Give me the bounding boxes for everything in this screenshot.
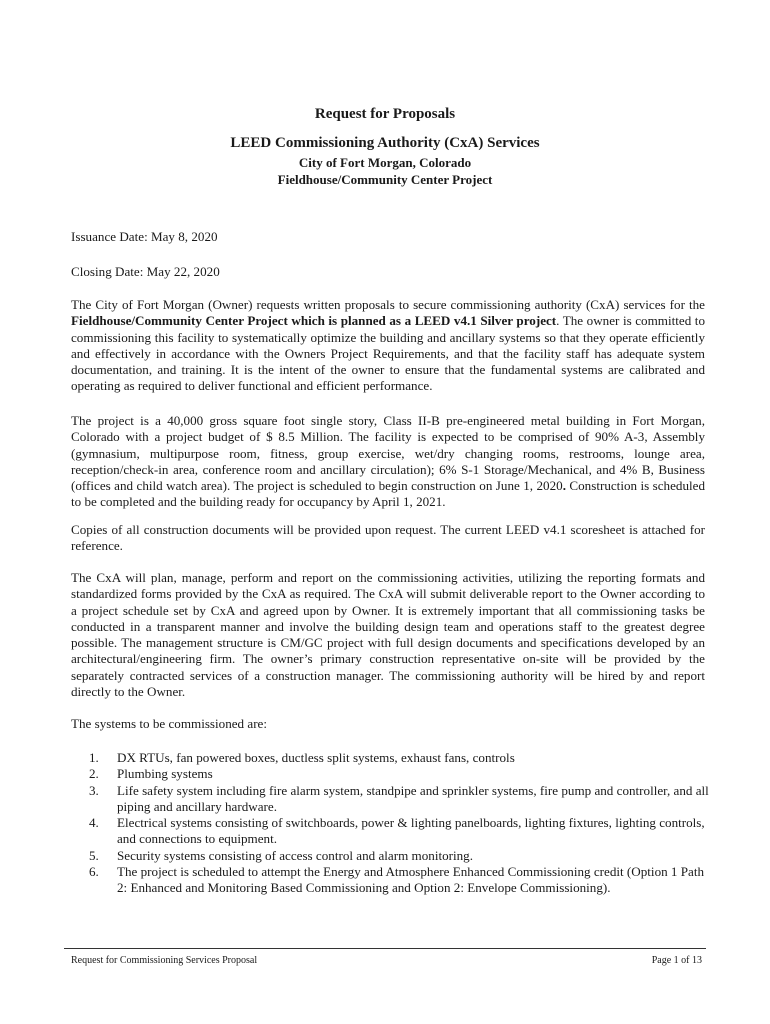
list-item-text: DX RTUs, fan powered boxes, ductless split systems, exhaust fans, controls <box>117 750 515 765</box>
paragraph-intro-text-b: . The owner is committed to commissioning this facility to systematically optimize the building and ancillary systems so that they operate efficiently and effectively in accordance with the Owners Project Requirements, and that the facility staff has adequate system documentation, and training. It is the intent of the owner to ensure that the fundamental systems are calibrated and operating as required to deliver functional and efficient performance. <box>71 313 705 394</box>
footer-title: Request for Commissioning Services Proposal <box>71 955 258 966</box>
list-item-text: Plumbing systems <box>117 766 213 782</box>
list-item <box>89 766 717 782</box>
list-item-number: 2. <box>89 766 99 782</box>
list-item <box>89 864 717 897</box>
paragraph-project-text-b: Construction is scheduled to be completed and the building ready for occupancy by April 1, 2021. <box>71 478 706 510</box>
list-item <box>89 783 717 816</box>
paragraph-project-text-a: The project is a 40,000 gross square foot single story, Class II-B pre-engineered metal building in Fort Morgan, Colorado with a project budget of $ 8.5 Million. The facility is expected to be comprised of 90% A-3, Assembly (gymnasium, multipurpose room, fitness, group exercise, wet/dry changing rooms, restrooms, lounge area, reception/check-in area, conference room and ancillary circulation); 6% S-1 Storage/Mechanical, and 4% B, Business (offices and child watch area). The project is scheduled to begin construction on June 1, 2020 <box>71 413 705 494</box>
list-item-text: Life safety system including fire alarm system, standpipe and sprinkler systems, fire pump and controller, and all piping and ancillary hardware. <box>117 782 709 814</box>
page-number: Page 1 of 13 <box>651 955 702 966</box>
list-item <box>89 848 717 864</box>
list-item-number: 3. <box>89 782 99 798</box>
list-item-text: Security systems consisting of access control and alarm monitoring. <box>117 847 474 863</box>
paragraph-cxa-scope: The CxA will plan, manage, perform and report on the commissioning activities, utilizing the reporting formats and standardized forms provided by the CxA as required. The CxA will submit deliverable report to the Owner according to a project schedule set by CxA and agreed upon by Owner. It is extremely important that all commissioning tasks be conducted in a transparent manner and involve the building design team and operations staff to the greatest degree possible. The management structure is CM/GC project with full design documents and specifications developed by an architectural/engineering firm. The owner’s primary construction representative on-site will be provided by the separately contracted services of a construction manager. The commissioning authority will be hired by and report directly to the Owner. <box>71 570 705 700</box>
list-item-number: 1. <box>89 750 99 765</box>
paragraph-intro <box>71 297 705 395</box>
list-item-number: 6. <box>89 864 99 880</box>
list-item-number: 5. <box>89 847 99 863</box>
list-item <box>89 750 717 766</box>
footer-divider <box>64 948 706 949</box>
document-subtitle: LEED Commissioning Authority (CxA) Services <box>230 135 540 151</box>
paragraph-intro-text-a: The City of Fort Morgan (Owner) requests written proposals to secure commissioning authority (CxA) services for the <box>71 297 705 312</box>
systems-intro: The systems to be commissioned are: <box>71 716 268 731</box>
paragraph-project-bold: . <box>562 478 566 494</box>
systems-list <box>89 750 717 897</box>
paragraph-documents: Copies of all construction documents will be provided upon request. The current LEED v4.1 scoresheet is attached for reference. <box>71 522 705 554</box>
paragraph-project-description <box>71 413 705 511</box>
city-heading: City of Fort Morgan, Colorado <box>298 155 472 170</box>
list-item <box>89 815 717 848</box>
project-heading: Fieldhouse/Community Center Project <box>277 172 493 187</box>
paragraph-intro-bold: Fieldhouse/Community Center Project which is planned as a LEED v4.1 Silver project <box>71 313 557 329</box>
document-title: Request for Proposals <box>314 106 456 122</box>
list-item-text: The project is scheduled to attempt the Energy and Atmosphere Enhanced Commissioning credit (Option 1 Path 2: Enhanced and Monitoring Based Commissioning and Option 2: Envelope Commissioning). <box>117 864 705 896</box>
list-item-text: Electrical systems consisting of switchboards, power & lighting panelboards, lighting fixtures, lighting controls, and connections to equipment. <box>117 815 705 847</box>
list-item-number: 4. <box>89 815 99 831</box>
closing-date: Closing Date: May 22, 2020 <box>71 264 220 279</box>
issuance-date: Issuance Date: May 8, 2020 <box>71 229 218 244</box>
